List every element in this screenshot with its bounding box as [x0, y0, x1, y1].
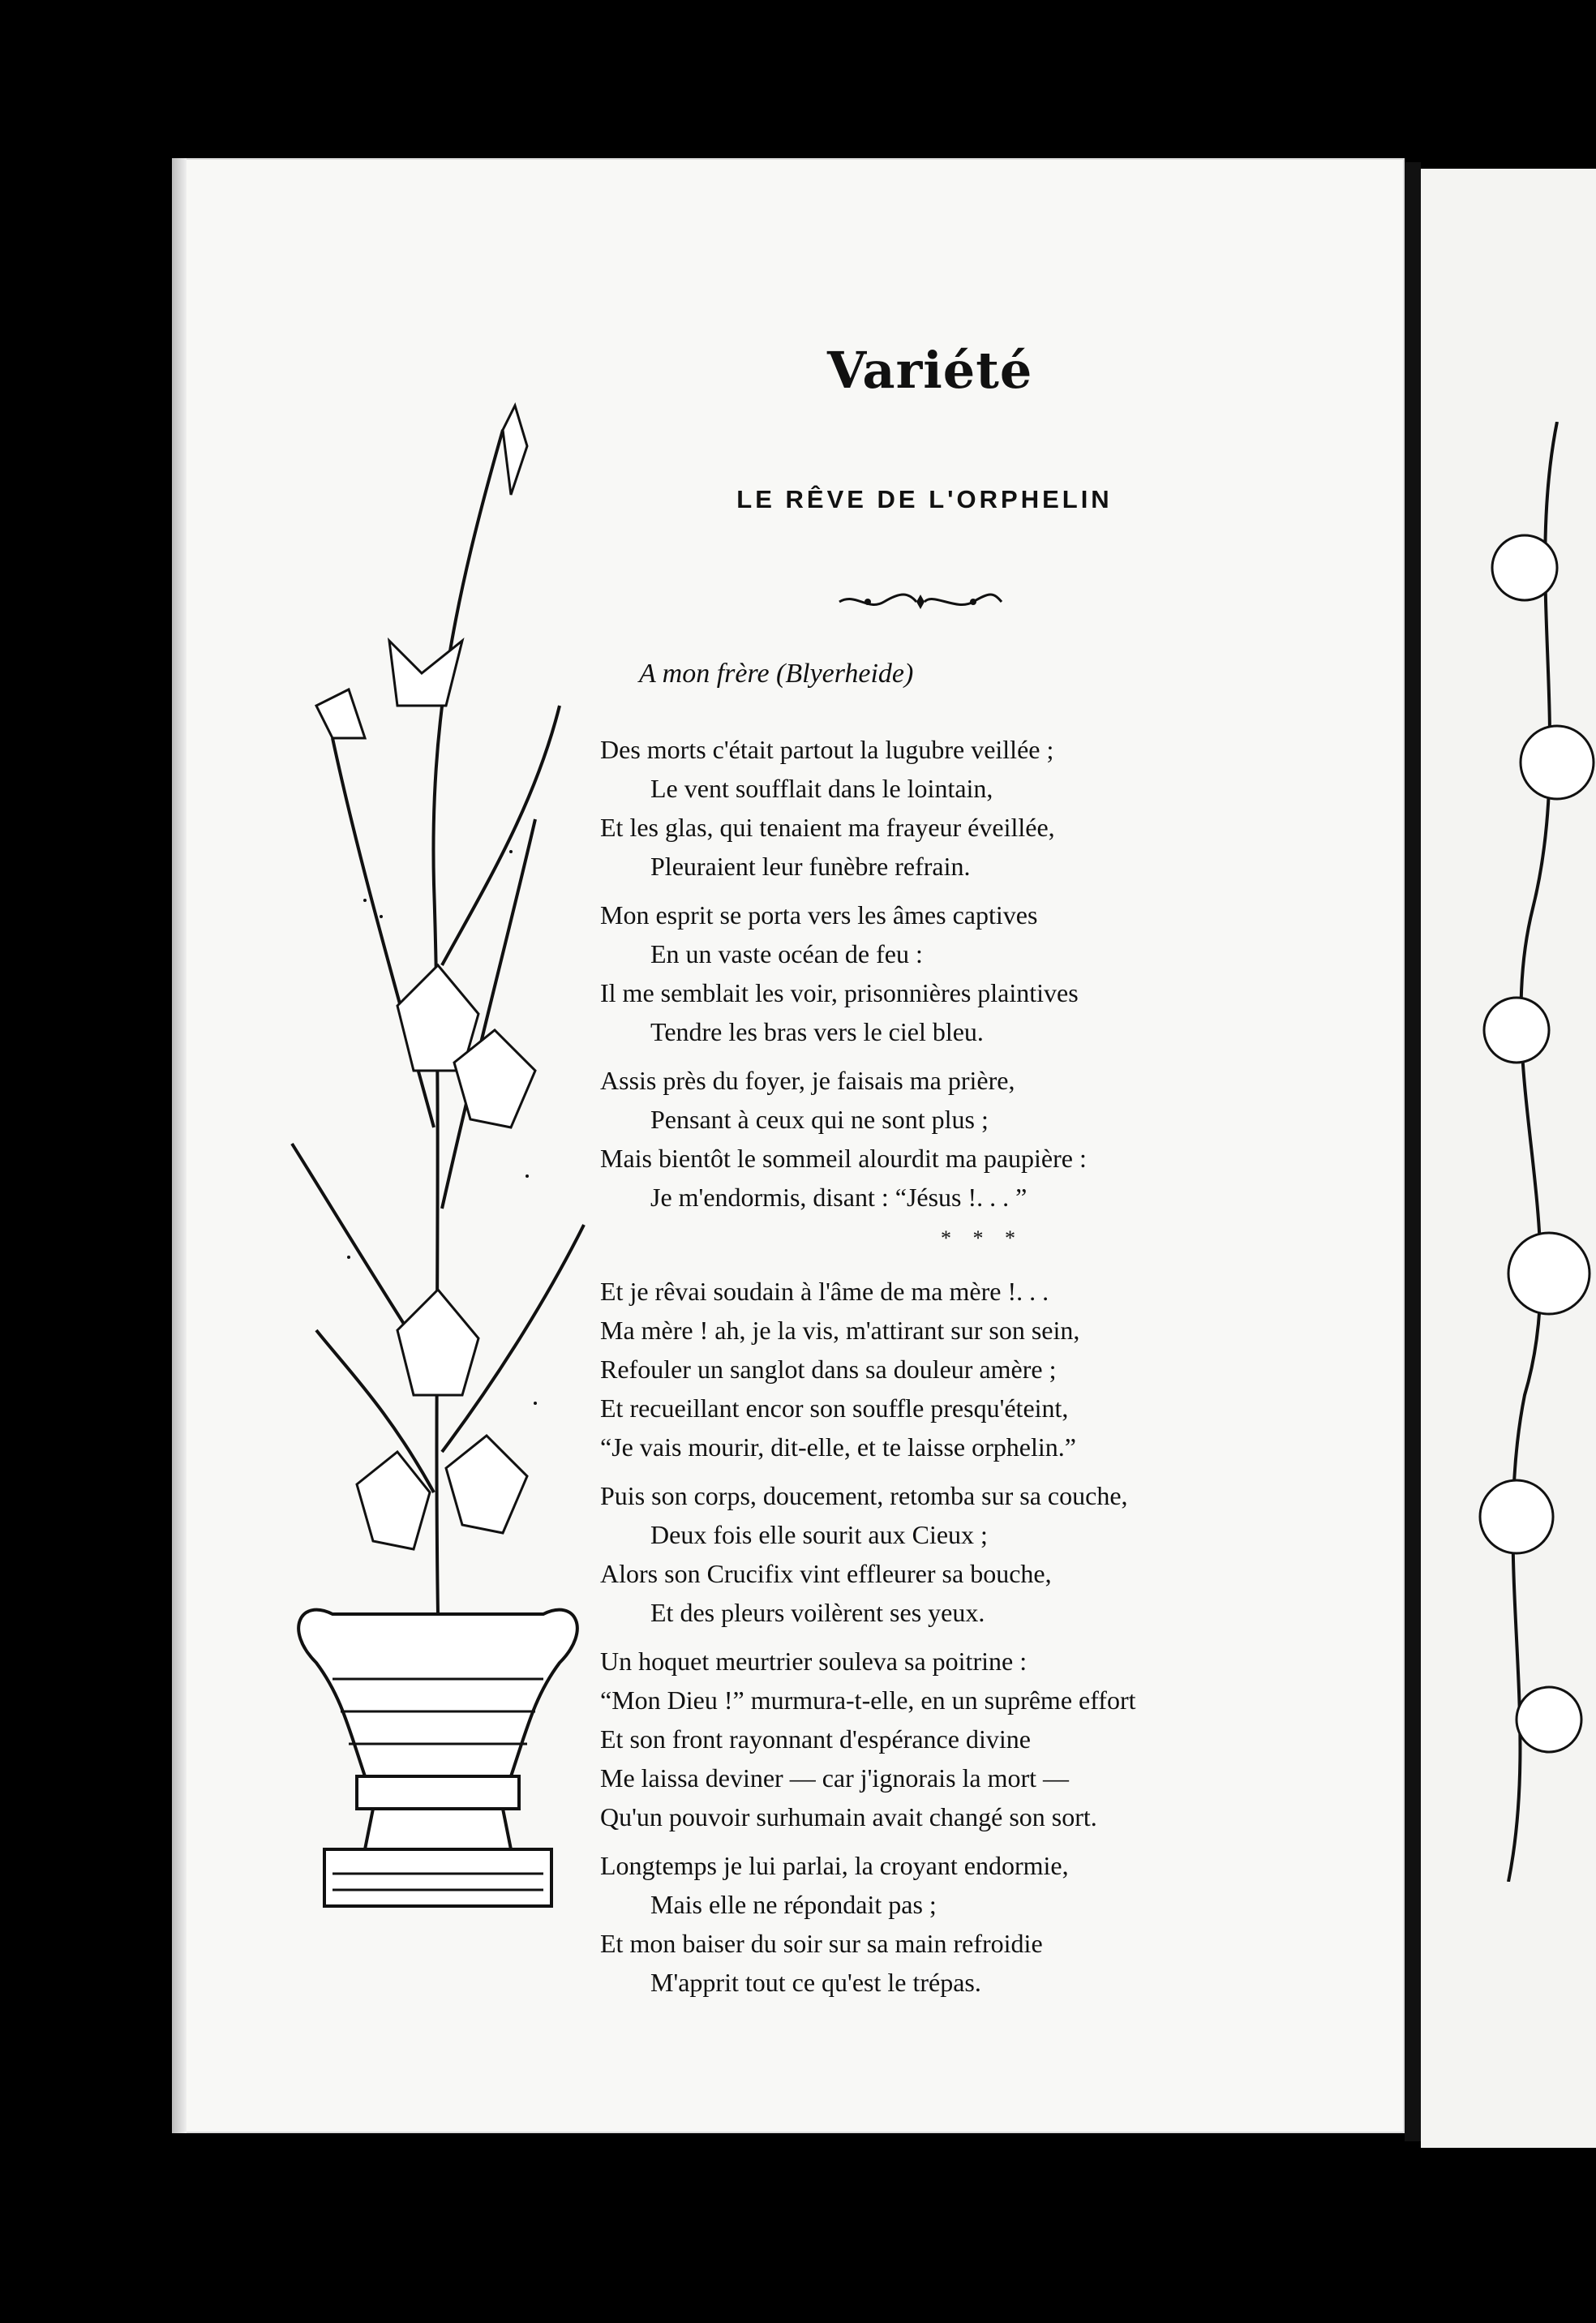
stanza [600, 1476, 1281, 1632]
stanza [600, 730, 1281, 886]
poem-line: Il me semblait les voir, prisonnières plaintives [600, 978, 1079, 1007]
poem-line: Pleuraient leur funèbre refrain. [650, 852, 971, 881]
poem-body [600, 730, 1281, 2012]
poem-line: Un hoquet meurtrier souleva sa poitrine : [600, 1647, 1028, 1676]
poem-line: Et je rêvai soudain à l'âme de ma mère !. . . [600, 1277, 1049, 1306]
page-edge [172, 158, 187, 2133]
poem-line: Et son front rayonnant d'espérance divine [600, 1724, 1031, 1754]
poem-line: Puis son corps, doucement, retomba sur sa couche, [600, 1481, 1128, 1510]
poem-line: Le vent soufflait dans le lointain, [650, 774, 993, 803]
stanza [600, 1272, 1281, 1466]
poem-line: Alors son Crucifix vint effleurer sa bouche, [600, 1559, 1052, 1588]
poem-line: Et mon baiser du soir sur sa main refroidie [600, 1929, 1043, 1958]
stanza [600, 1061, 1281, 1217]
poem-line: “Mon Dieu !” murmura-t-elle, en un suprême effort [600, 1685, 1136, 1715]
poem-line: Et recueillant encor son souffle presqu'éteint, [600, 1393, 1069, 1423]
poem-line: Des morts c'était partout la lugubre veillée ; [600, 735, 1054, 764]
stanza [600, 1642, 1281, 1836]
ornament-flourish-icon [835, 590, 1006, 613]
lily-vase-illustration [268, 397, 608, 1963]
stanza [600, 895, 1281, 1051]
poem-line: “Je vais mourir, dit-elle, et te laisse orphelin.” [600, 1432, 1076, 1462]
poem-line: Qu'un pouvoir surhumain avait changé son sort. [600, 1802, 1097, 1831]
poem-line: Refouler un sanglot dans sa douleur amère ; [600, 1355, 1057, 1384]
poem-line: En un vaste océan de feu : [650, 939, 923, 968]
book-gutter [1405, 162, 1421, 2141]
poem-line: Assis près du foyer, je faisais ma prière, [600, 1066, 1015, 1095]
poem-line: Deux fois elle sourit aux Cieux ; [650, 1520, 988, 1549]
section-title: Variété [827, 341, 1033, 400]
poem-line: Ma mère ! ah, je la vis, m'attirant sur son sein, [600, 1316, 1080, 1345]
poem-line: Me laissa deviner — car j'ignorais la mort — [600, 1763, 1070, 1793]
poem-line: Mais bientôt le sommeil alourdit ma paupière : [600, 1144, 1087, 1173]
rose-border-illustration [1460, 422, 1596, 1882]
poem-line: Je m'endormis, disant : “Jésus !. . . ” [650, 1183, 1028, 1212]
poem-line: M'apprit tout ce qu'est le trépas. [650, 1968, 981, 1997]
poem-line: Pensant à ceux qui ne sont plus ; [650, 1105, 989, 1134]
stanza [600, 1846, 1281, 2002]
poem-line: Tendre les bras vers le ciel bleu. [650, 1017, 984, 1046]
poem-title: LE RÊVE DE L'ORPHELIN [736, 485, 1113, 513]
dedication: A mon frère (Blyerheide) [639, 659, 914, 689]
poem-line: Mais elle ne répondait pas ; [650, 1890, 937, 1919]
poem-line: Et des pleurs voilèrent ses yeux. [650, 1598, 985, 1627]
poem-line: Et les glas, qui tenaient ma frayeur éveillée, [600, 813, 1055, 842]
poem-line: Longtemps je lui parlai, la croyant endormie, [600, 1851, 1069, 1880]
section-break-stars: * * * [941, 1226, 1023, 1250]
poem-line: Mon esprit se porta vers les âmes captives [600, 900, 1038, 930]
